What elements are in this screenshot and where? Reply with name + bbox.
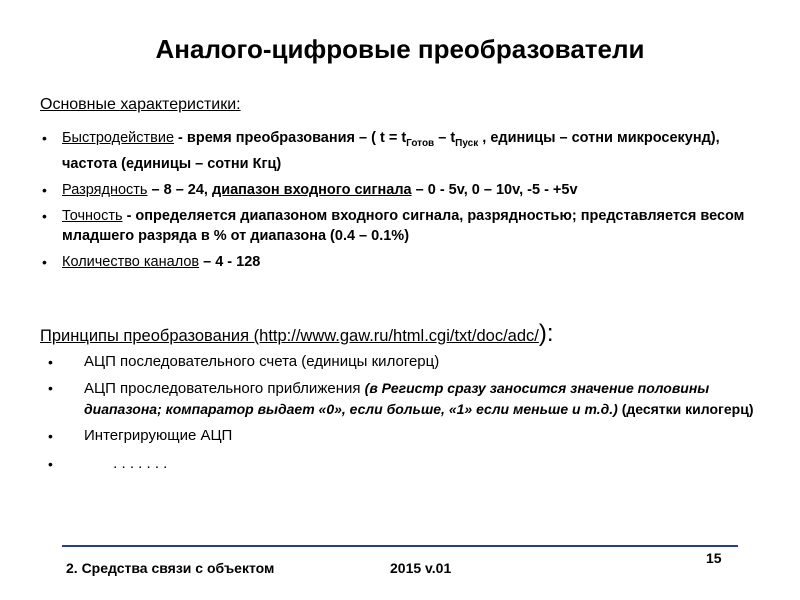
bullet-icon: • bbox=[48, 354, 53, 370]
bullet-icon: • bbox=[48, 380, 53, 396]
bullet-icon: • bbox=[48, 456, 53, 472]
slide-title: Аналого-цифровые преобразователи bbox=[155, 34, 645, 64]
term-input-range: диапазон входного сигнала bbox=[211, 181, 412, 198]
page-number: 15 bbox=[706, 550, 722, 566]
bullet-icon: • bbox=[42, 207, 47, 224]
list-item-speed bbox=[40, 128, 760, 174]
characteristics-heading: Основные характеристики: bbox=[40, 96, 241, 113]
footer-divider bbox=[62, 545, 738, 547]
list-item-counting-adc bbox=[40, 352, 760, 372]
list-item-resolution bbox=[40, 180, 760, 200]
term-accuracy: Точность bbox=[62, 207, 123, 224]
resolution-text-a: – 8 – 24, bbox=[147, 181, 212, 198]
sar-adc-text: АЦП прoследовательного приближения bbox=[84, 380, 365, 397]
principles-heading-end: ): bbox=[538, 320, 554, 347]
bullet-icon: • bbox=[48, 428, 53, 444]
resolution-text-b: – 0 - 5v, 0 – 10v, -5 - +5v bbox=[411, 181, 578, 198]
list-item-accuracy bbox=[40, 206, 760, 246]
bullet-icon: • bbox=[42, 253, 47, 270]
speed-sub-start: Пуск bbox=[455, 137, 479, 149]
ellipsis-text: . . . . . . . bbox=[84, 455, 168, 472]
integrating-adc-text: Интегрирующие АЦП bbox=[84, 427, 233, 444]
principles-heading bbox=[40, 320, 554, 348]
sar-adc-text-b: (десятки килогерц) bbox=[617, 401, 754, 417]
term-speed: Быстродействие bbox=[62, 130, 175, 146]
speed-text-b: – t bbox=[434, 130, 456, 146]
bullet-icon: • bbox=[42, 130, 47, 146]
speed-sub-ready: Готов bbox=[406, 137, 435, 149]
counting-adc-text: АЦП последовательного счета (единицы килогерц) bbox=[84, 353, 440, 370]
principles-heading-text: Принципы преобразования (http://www.gaw.ru/html.cgi/txt/doc/adc/ bbox=[40, 327, 539, 345]
speed-text-a: - время преобразования – ( t = t bbox=[174, 130, 407, 146]
list-item-integrating-adc bbox=[40, 426, 760, 446]
speed-text-c: , единицы – сотни микросекунд), частота (единицы – сотни Кгц) bbox=[62, 130, 720, 172]
principles-list bbox=[40, 352, 760, 480]
list-item-sar-adc bbox=[40, 378, 760, 420]
footer-version: 2015 v.01 bbox=[390, 560, 452, 576]
footer-section-label: 2. Средства связи с объектом bbox=[66, 560, 275, 576]
list-item-channels bbox=[40, 252, 760, 272]
list-item-ellipsis bbox=[40, 454, 760, 474]
bullet-icon: • bbox=[42, 181, 47, 198]
term-channels: Количество каналов bbox=[62, 253, 200, 270]
characteristics-list bbox=[40, 128, 760, 278]
accuracy-text: - определяется диапазоном входного сигнала, разрядностью; представляется весом младшего разряда в % от диапазона (0.4 – 0.1%) bbox=[62, 207, 745, 244]
sar-adc-italic: (в Регистр сразу заносится значение половины диапазона; компаратор выдает «0», если больше, «1» если меньше и т.д.) bbox=[84, 380, 710, 417]
term-resolution: Разрядность bbox=[62, 181, 148, 198]
channels-text: – 4 - 128 bbox=[199, 253, 261, 270]
